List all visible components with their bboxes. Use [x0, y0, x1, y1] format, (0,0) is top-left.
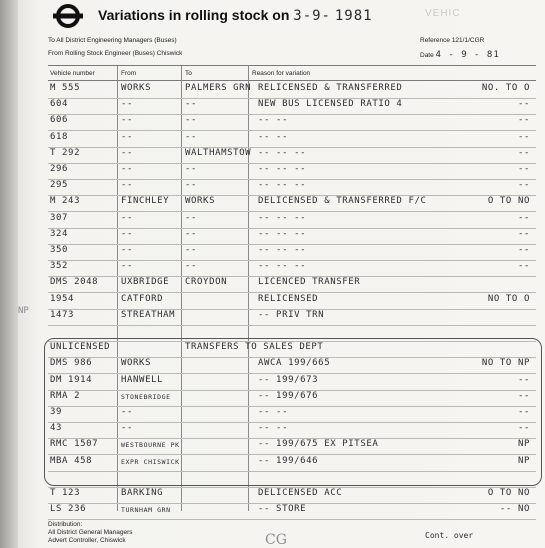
- reason-cell: -- -- --: [258, 164, 307, 174]
- vehicle-number-cell: UNLICENSED: [50, 342, 111, 353]
- vehicle-number-cell: DMS 986: [50, 358, 93, 369]
- table-row: [48, 260, 536, 277]
- distribution-line-2: Advert Controller, Chiswick: [48, 537, 126, 544]
- status-change-cell: --: [517, 147, 530, 158]
- reason-cell: -- --: [258, 407, 289, 417]
- vehicle-number-cell: 295: [50, 180, 69, 191]
- header-bottom-rule: [48, 80, 536, 81]
- reason-cell: RELICENSED: [258, 293, 319, 304]
- table-row: [48, 131, 536, 148]
- to-cell: --: [185, 115, 198, 126]
- vehicle-number-cell: 618: [50, 131, 69, 142]
- reason-cell: -- 199/646: [258, 455, 319, 466]
- table-row: [48, 487, 536, 504]
- reason-cell: -- -- --: [258, 261, 307, 272]
- from-cell: --: [121, 212, 134, 223]
- to-cell: --: [185, 212, 198, 223]
- table-row: [48, 228, 536, 245]
- table-row: [48, 455, 536, 472]
- title-text: Variations in rolling stock on: [98, 7, 290, 23]
- reason-cell: -- --: [258, 115, 289, 126]
- table-row: [48, 114, 536, 131]
- from-cell: FINCHLEY: [121, 196, 170, 207]
- date-label: Date: [420, 52, 434, 59]
- to-cell: --: [185, 131, 198, 142]
- reason-cell: -- -- --: [258, 147, 307, 158]
- vehicle-number-cell: 307: [50, 212, 69, 223]
- to-cell: WORKS: [185, 196, 216, 207]
- to-line: To All District Engineering Managers (Buses): [48, 37, 177, 44]
- from-cell: EXPR CHISWICK: [121, 457, 180, 466]
- title-date: 3-9-: [293, 8, 331, 24]
- vehicle-number-cell: LS 236: [50, 504, 87, 515]
- vehicle-number-cell: 606: [50, 115, 69, 126]
- vehicle-number-cell: DMS 2048: [50, 277, 99, 288]
- table-row: [48, 471, 536, 488]
- date-value: 4 - 9 - 81: [435, 50, 500, 60]
- title-year: 1981: [334, 8, 373, 24]
- status-change-cell: --: [517, 407, 530, 417]
- distribution-label: Distribution:: [48, 521, 83, 528]
- vehicle-number-cell: MBA 458: [50, 455, 93, 466]
- status-change-cell: --: [517, 131, 530, 142]
- vehicle-number-cell: 1954: [50, 293, 75, 304]
- from-cell: --: [121, 131, 134, 142]
- status-change-cell: NO TO NP: [481, 358, 530, 369]
- status-change-cell: NO TO O: [487, 293, 530, 304]
- status-change-cell: --: [517, 99, 530, 110]
- to-cell: CROYDON: [185, 277, 228, 288]
- from-cell: --: [121, 99, 134, 110]
- status-change-cell: --: [517, 261, 530, 272]
- issue-date: [420, 50, 500, 60]
- reason-cell: RELICENSED & TRANSFERRED: [258, 83, 403, 93]
- to-cell: --: [185, 164, 198, 174]
- table-row: [48, 179, 536, 196]
- status-change-cell: NP: [517, 455, 530, 466]
- reason-cell: -- -- --: [258, 212, 307, 223]
- reason-cell: -- 199/675 EX PITSEA: [258, 439, 379, 450]
- table-row: [48, 438, 536, 455]
- status-change-cell: --: [517, 164, 530, 174]
- vehicle-number-cell: M 555: [50, 83, 81, 93]
- from-cell: STONEBRIDGE: [121, 392, 171, 401]
- vehicle-number-cell: 350: [50, 245, 69, 255]
- status-change-cell: --: [517, 374, 530, 385]
- from-cell: CATFORD: [121, 293, 164, 304]
- reason-cell: -- 199/673: [258, 374, 319, 385]
- vehicle-number-cell: 352: [50, 261, 69, 272]
- from-cell: HANWELL: [121, 374, 164, 385]
- table-row: [48, 374, 536, 391]
- vehicle-number-cell: RMC 1507: [50, 439, 99, 450]
- status-change-cell: -- NO: [499, 504, 530, 515]
- reason-cell: DELICENSED & TRANSFERRED F/C: [258, 196, 427, 207]
- table-row: [48, 276, 536, 293]
- table-row: [48, 195, 536, 212]
- status-change-cell: --: [517, 245, 530, 255]
- reason-cell: -- -- --: [258, 228, 307, 239]
- table-row: [48, 406, 536, 423]
- distribution-footer: [48, 521, 133, 545]
- from-cell: --: [121, 180, 134, 191]
- from-cell: --: [121, 261, 134, 272]
- to-cell: --: [185, 245, 198, 255]
- reason-cell: -- -- --: [258, 245, 307, 255]
- distribution-line-1: All District General Managers: [48, 529, 133, 536]
- table-top-rule: [48, 65, 536, 66]
- column-header-from: From: [121, 70, 137, 77]
- from-cell: --: [121, 423, 134, 434]
- table-row: [48, 503, 536, 520]
- vehicle-number-cell: 324: [50, 228, 69, 239]
- from-cell: WORKS: [121, 83, 152, 93]
- status-change-cell: NO. TO O: [481, 83, 530, 93]
- to-cell: --: [185, 261, 198, 272]
- table-row: [48, 390, 536, 407]
- vehicle-number-cell: 39: [50, 407, 63, 417]
- vehicle-number-cell: DM 1914: [50, 374, 93, 385]
- to-cell: --: [185, 180, 198, 191]
- reason-cell: -- 199/676: [258, 390, 319, 401]
- handwritten-scrawl: CG: [265, 532, 287, 548]
- reason-cell: -- STORE: [258, 504, 307, 515]
- from-cell: --: [121, 147, 134, 158]
- column-header-to: To: [185, 70, 192, 77]
- reason-cell: NEW BUS LICENSED RATIO 4: [258, 99, 403, 110]
- status-change-cell: --: [517, 390, 530, 401]
- from-cell: --: [121, 245, 134, 255]
- from-cell: WORKS: [121, 358, 152, 369]
- status-change-cell: --: [517, 180, 530, 191]
- status-change-cell: --: [517, 228, 530, 239]
- reason-cell: LICENCED TRANSFER: [258, 277, 361, 288]
- reason-cell: -- --: [258, 131, 289, 142]
- margin-note: NP: [18, 306, 29, 316]
- reason-cell: -- --: [258, 423, 289, 434]
- table-row: [48, 341, 536, 358]
- table-row: [48, 309, 536, 326]
- status-change-cell: O TO NO: [487, 488, 530, 498]
- from-cell: BARKING: [121, 488, 164, 498]
- status-change-cell: O TO NO: [487, 196, 530, 207]
- to-cell: WALTHAMSTOW: [185, 147, 252, 158]
- to-cell: PALMERS GRN: [185, 83, 252, 93]
- vehicle-number-cell: 604: [50, 99, 69, 110]
- from-cell: --: [121, 407, 134, 417]
- from-cell: TURNHAM GRN: [121, 506, 171, 515]
- from-line: From Rolling Stock Engineer (Buses) Chiswick: [48, 50, 183, 57]
- from-cell: UXBRIDGE: [121, 277, 170, 288]
- vehicle-number-cell: 296: [50, 164, 69, 174]
- reason-cell: DELICENSED ACC: [258, 488, 343, 498]
- table-row: [48, 98, 536, 115]
- binding-edge: [0, 0, 18, 548]
- from-cell: --: [121, 164, 134, 174]
- table-row: [48, 422, 536, 439]
- vehicle-number-cell: 1473: [50, 309, 75, 320]
- to-cell: --: [185, 99, 198, 110]
- vehicle-number-cell: T 292: [50, 147, 81, 158]
- column-header-reason: Reason for variation: [252, 70, 311, 77]
- vehicle-number-cell: RMA 2: [50, 390, 81, 401]
- reference: [420, 37, 484, 44]
- vehicle-number-cell: T 123: [50, 488, 81, 498]
- roundel-logo: [52, 4, 84, 28]
- table-row: [48, 244, 536, 261]
- from-cell: --: [121, 115, 134, 126]
- table-row: [48, 293, 536, 310]
- table-row: [48, 325, 536, 342]
- reference-label: Reference: [420, 37, 450, 44]
- from-cell: --: [121, 228, 134, 239]
- status-change-cell: --: [517, 423, 530, 434]
- table-row: [48, 163, 536, 180]
- column-header-vehicle: Vehicle number: [50, 70, 95, 77]
- reason-cell: AWCA 199/665: [258, 358, 331, 369]
- reason-cell: -- PRIV TRN: [258, 309, 325, 320]
- table-row: [48, 82, 536, 99]
- vehicle-number-cell: 43: [50, 423, 63, 434]
- table-row: [48, 212, 536, 229]
- continued-over-note: Cont. over: [425, 531, 474, 540]
- reference-value: 121/1/CGR: [451, 37, 485, 44]
- document-title: [98, 7, 373, 24]
- status-change-cell: NP: [517, 439, 530, 450]
- table-row: [48, 357, 536, 374]
- from-cell: WESTBOURNE PK: [121, 441, 180, 450]
- to-cell: TRANSFERS TO SALES DEPT: [185, 342, 324, 353]
- vehicle-number-cell: M 243: [50, 196, 81, 207]
- faded-background-text: VEHIC: [425, 8, 461, 19]
- from-cell: STREATHAM: [121, 309, 176, 320]
- reason-cell: -- -- --: [258, 180, 307, 191]
- table-row: [48, 147, 536, 164]
- status-change-cell: --: [517, 115, 530, 126]
- to-cell: --: [185, 228, 198, 239]
- status-change-cell: --: [517, 212, 530, 223]
